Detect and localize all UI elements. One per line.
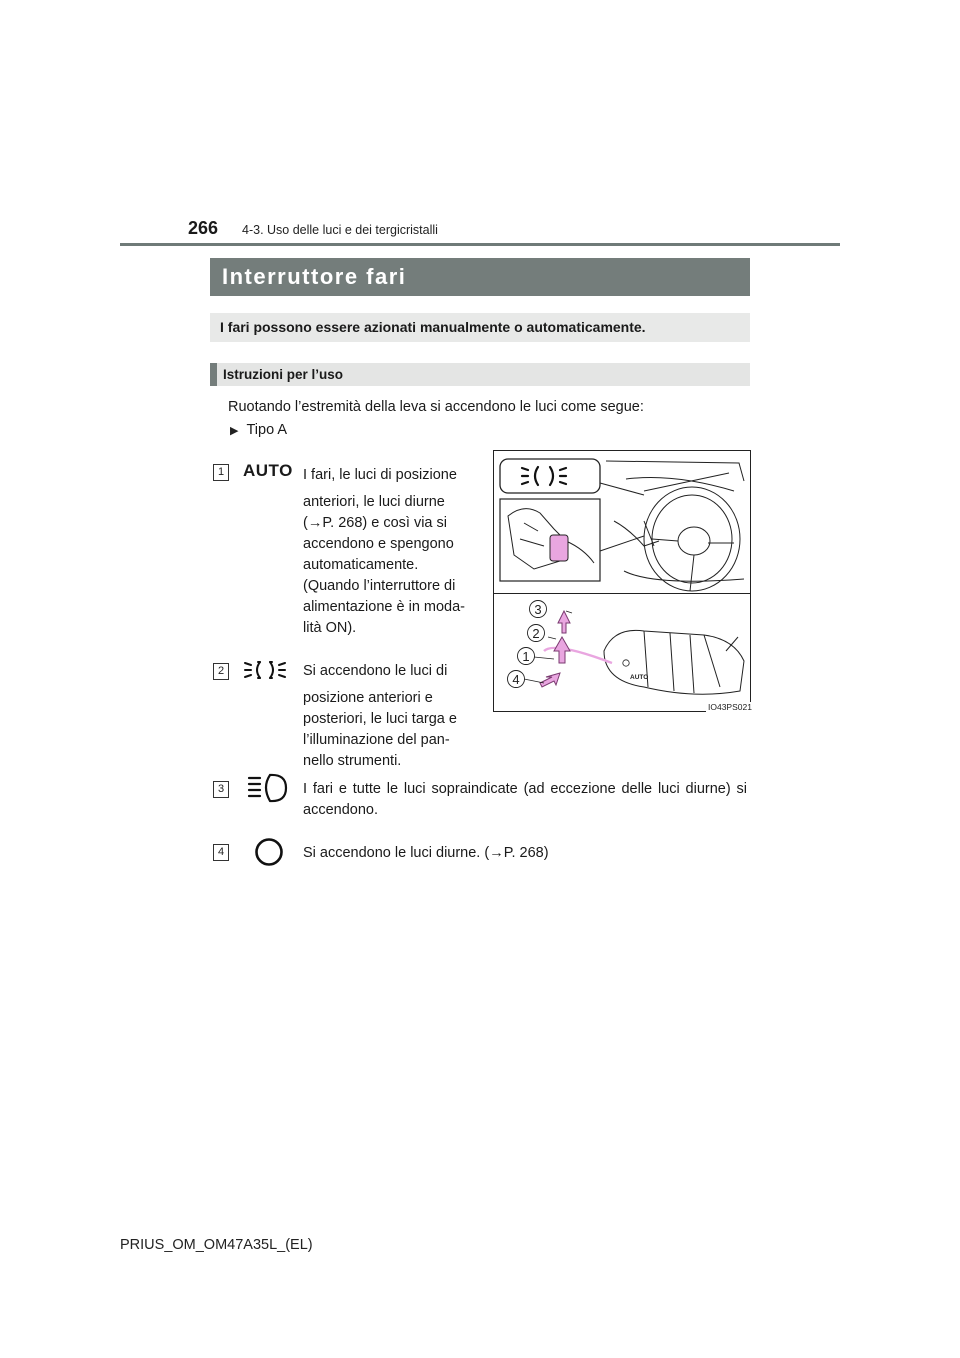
- section-title-bar: [210, 258, 750, 296]
- item-3-number: 3: [213, 781, 229, 798]
- type-label: Tipo A: [246, 422, 288, 438]
- headlight-switch-figure: [493, 450, 751, 712]
- off-circle-icon: [253, 836, 285, 868]
- inset-callout: [500, 459, 600, 493]
- item-1-line: automaticamente.: [303, 557, 419, 573]
- figure-divider: [494, 593, 750, 594]
- triangle-bullet-icon: ▶: [230, 425, 239, 437]
- callout-2: 2: [532, 626, 540, 641]
- callout-1: 1: [522, 649, 530, 664]
- headlight-switch-illustration: [494, 451, 750, 711]
- item-1-line: I fari, le luci di posizione: [303, 467, 457, 483]
- item-1-line: (Quando l’interruttore di: [303, 578, 456, 594]
- item-1-line: anteriori, le luci diurne: [303, 494, 445, 510]
- item-1-line: accendono e spengono: [303, 536, 454, 552]
- item-3-description: I fari e tutte le luci sopraindicate (ad eccezione delle luci diurne) si accendono.: [303, 781, 747, 818]
- callout-3: 3: [534, 602, 542, 617]
- item-2-line: l’illuminazione del pan-: [303, 732, 450, 748]
- instructions-heading-bar: [210, 363, 750, 386]
- item-4-description: Si accendono le luci diurne. (→P. 268): [303, 845, 549, 861]
- intro-text: I fari possono essere azionati manualmente o automaticamente.: [220, 319, 646, 335]
- item-1-line: alimentazione è in moda-: [303, 599, 466, 615]
- auto-text-icon: AUTO: [243, 461, 293, 480]
- figure-code: IO43PS021: [708, 702, 752, 712]
- item-2-description: [303, 661, 465, 772]
- item-1-number: 1: [213, 464, 229, 481]
- headlight-icon: [246, 772, 290, 804]
- item-4-number: 4: [213, 844, 229, 861]
- callout-4: 4: [512, 672, 520, 687]
- page-number: 266: [188, 218, 219, 238]
- footer-doc-code: PRIUS_OM_OM47A35L_(EL): [120, 1237, 313, 1253]
- item-2-line: Si accendono le luci di: [303, 663, 448, 679]
- lever-auto-label: AUTO: [630, 674, 649, 681]
- item-1-line: lità ON).: [303, 620, 357, 636]
- item-2-line: posizione anteriori e: [303, 690, 433, 706]
- breadcrumb: 4-3. Uso delle luci e dei tergicristalli: [242, 223, 438, 237]
- instructions-heading: Istruzioni per l’uso: [223, 367, 344, 382]
- type-label-row: [230, 420, 287, 442]
- intro-box: [210, 313, 750, 342]
- item-2-number: 2: [213, 663, 229, 680]
- item-1-description: [303, 465, 465, 639]
- position-lights-icon: [243, 658, 293, 682]
- section-title: Interruttore fari: [222, 264, 407, 289]
- header-divider: [120, 243, 840, 246]
- rotation-arrows: [540, 611, 570, 687]
- lead-text: Ruotando l’estremità della leva si accendono le luci come segue:: [228, 399, 644, 415]
- item-2-line: nello strumenti.: [303, 753, 402, 769]
- item-1-line: (→P. 268) e così via si: [303, 515, 447, 531]
- item-2-line: posteriori, le luci targa e: [303, 711, 457, 727]
